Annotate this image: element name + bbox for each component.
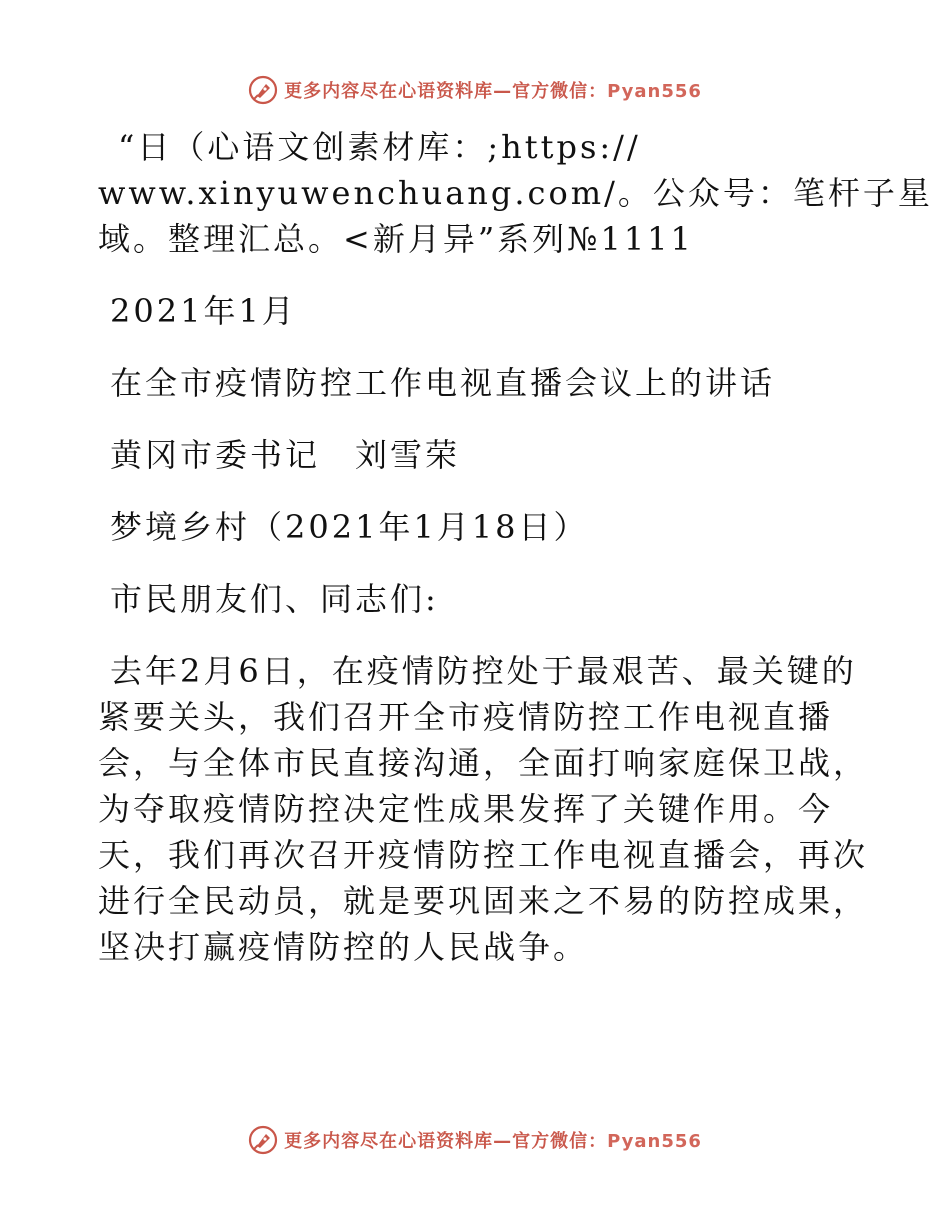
source-line-2: www.xinyuwenchuang.com/。公众号：笔杆子星 [98,174,933,212]
watermark-text [284,77,702,103]
watermark-wechat-label: 官方微信： [512,81,608,102]
source-note [98,124,933,262]
source-line-1: “日（心语文创素材库：;https:// [118,128,641,166]
source-line-3: 域。整理汇总。<新月异”系列№1111 [98,220,694,258]
watermark-brand: 更多内容尽在心语资料库 [284,81,494,102]
watermark-separator: — [493,1131,513,1152]
watermark-brand: 更多内容尽在心语资料库 [284,1131,494,1152]
document-author: 黄冈市委书记 刘雪荣 [110,436,461,474]
watermark-wechat-label: 官方微信： [512,1131,608,1152]
header-watermark-banner [0,70,950,110]
footer-watermark-banner [0,1120,950,1160]
paragraph-line-1: 去年2月6日，在疫情防控处于最艰苦、最关键的 [110,652,857,690]
document-date: 2021年1月 [110,292,297,330]
paragraph-line-4: 为夺取疫情防控决定性成果发挥了关键作用。今 [98,790,834,828]
watermark-wechat-id: Pyan556 [607,81,702,102]
document-title: 在全市疫情防控工作电视直播会议上的讲话 [110,364,776,402]
paragraph-line-3: 会，与全体市民直接沟通，全面打响家庭保卫战， [98,744,869,782]
watermark-wechat-id: Pyan556 [607,1131,702,1152]
document-place-date: 梦境乡村（2021年1月18日） [110,508,589,546]
pen-nib-logo-icon [248,75,278,105]
paragraph-line-6: 进行全民动员，就是要巩固来之不易的防控成果， [98,882,869,920]
paragraph-line-7: 坚决打赢疫情防控的人民战争。 [98,928,589,966]
paragraph-line-5: 天，我们再次召开疫情防控工作电视直播会，再次 [98,836,869,874]
watermark-text [284,1127,702,1153]
pen-nib-logo-icon [248,1125,278,1155]
document-body [98,124,933,970]
body-paragraph [98,648,869,970]
watermark-separator: — [493,81,513,102]
document-salutation: 市民朋友们、同志们: [110,580,439,618]
paragraph-line-2: 紧要关头，我们召开全市疫情防控工作电视直播 [98,698,834,736]
